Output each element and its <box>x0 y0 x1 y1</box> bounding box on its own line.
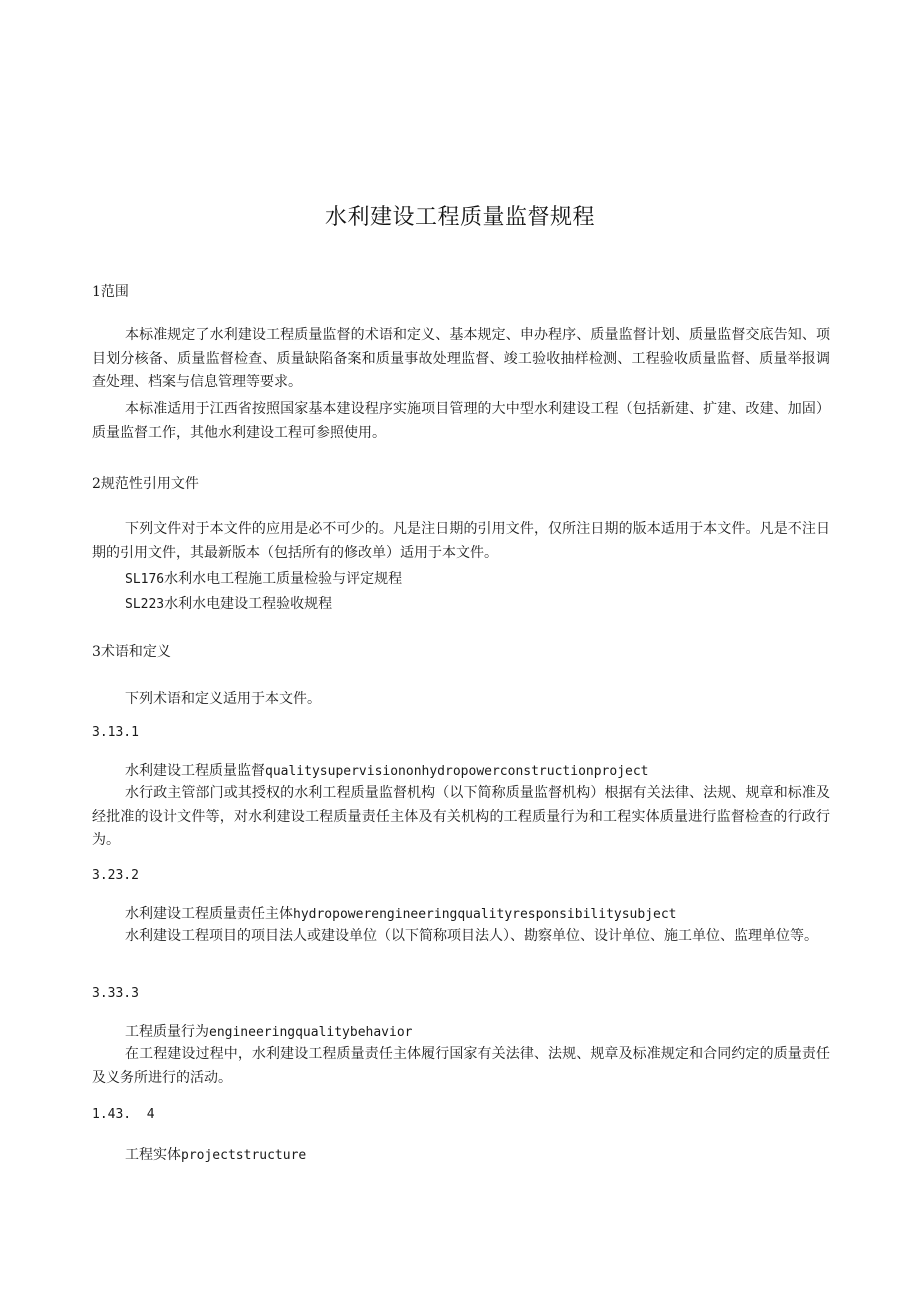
term-2-title-cn: 水利建设工程质量责任主体 <box>125 906 293 922</box>
term-3-definition: 在工程建设过程中，水利建设工程质量责任主体履行国家有关法律、法规、规章及标准规定和合同约定的质量责任及义务所进行的活动。 <box>92 1046 830 1086</box>
section-1-heading: 1范围 <box>92 284 129 300</box>
term-3-title <box>125 1021 413 1041</box>
section-2-paragraph-1: 下列文件对于本文件的应用是必不可少的。凡是注日期的引用文件，仅所注日期的版本适用于本文件。凡是不注日期的引用文件，其最新版本（包括所有的修改单）适用于本文件。 <box>92 521 830 561</box>
term-3-title-cn: 工程质量行为 <box>125 1024 209 1040</box>
term-1-title-en: qualitysupervisiononhydropowerconstructionproject <box>265 764 649 779</box>
reference-1-text: 水利水电工程施工质量检验与评定规程 <box>164 571 403 587</box>
term-2-title-en: hydropowerengineeringqualityresponsibilitysubject <box>293 907 677 922</box>
reference-1 <box>125 568 402 588</box>
reference-2 <box>125 593 332 613</box>
term-4-title-cn: 工程实体 <box>125 1147 181 1163</box>
section-3-heading: 3术语和定义 <box>92 644 171 660</box>
term-1-number: 3.13.1 <box>92 725 139 740</box>
section-2-heading: 2规范性引用文件 <box>92 476 199 492</box>
reference-1-code: SL176 <box>125 572 165 587</box>
term-2-title <box>125 903 677 923</box>
section-1-paragraph-2: 本标准适用于江西省按照国家基本建设程序实施项目管理的大中型水利建设工程（包括新建、扩建、改建、加固）质量监督工作，其他水利建设工程可参照使用。 <box>92 401 830 441</box>
term-4-title-en: projectstructure <box>181 1148 307 1163</box>
reference-2-text: 水利水电建设工程验收规程 <box>164 596 333 612</box>
section-1-paragraph-1: 本标准规定了水利建设工程质量监督的术语和定义、基本规定、申办程序、质量监督计划、质量监督交底告知、项目划分核备、质量监督检查、质量缺陷备案和质量事故处理监督、竣工验收抽样检测、工程验收质量监督、质量举报调查处理、档案与信息管理等要求。 <box>92 327 830 390</box>
term-1-definition: 水行政主管部门或其授权的水利工程质量监督机构（以下简称质量监督机构）根据有关法律、法规、规章和标准及经批准的设计文件等，对水利建设工程质量责任主体及有关机构的工程质量行为和工程实体质量进行监督检查的行政行为。 <box>92 785 830 848</box>
document-title: 水利建设工程质量监督规程 <box>324 205 595 230</box>
term-3-number: 3.33.3 <box>92 986 139 1001</box>
section-3-paragraph-1: 下列术语和定义适用于本文件。 <box>125 691 321 707</box>
term-2-number: 3.23.2 <box>92 868 139 883</box>
term-1-title <box>125 760 649 780</box>
term-1-title-cn: 水利建设工程质量监督 <box>125 763 265 779</box>
term-4-title <box>125 1144 306 1164</box>
reference-2-code: SL223 <box>125 597 165 612</box>
term-3-title-en: engineeringqualitybehavior <box>209 1025 413 1040</box>
term-2-definition: 水利建设工程项目的项目法人或建设单位（以下简称项目法人）、勘察单位、设计单位、施工单位、监理单位等。 <box>125 928 818 944</box>
term-4-number: 1.43. 4 <box>92 1107 155 1122</box>
